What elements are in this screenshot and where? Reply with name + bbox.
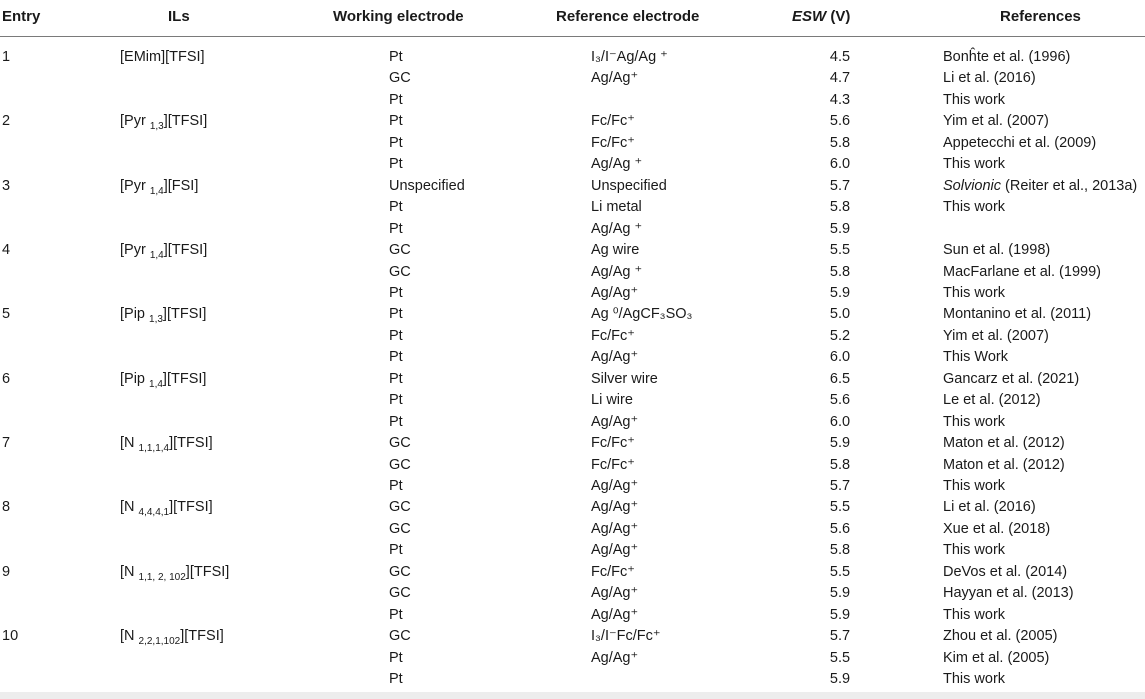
working-electrode-cell: Pt xyxy=(389,606,403,623)
esw-cell: 5.9 xyxy=(829,220,851,237)
reference-text: Bonĥte et al. (1996) xyxy=(943,49,1071,65)
esw-cell: 4.5 xyxy=(829,49,851,65)
il-suffix: ][TFSI] xyxy=(180,628,224,645)
esw-cell: 5.0 xyxy=(829,306,851,323)
reference-cell xyxy=(943,69,1036,88)
table-row xyxy=(0,519,1145,540)
il-cell xyxy=(120,627,224,646)
esw-cell: 5.8 xyxy=(829,134,851,151)
table-row xyxy=(0,476,1145,497)
entry-cell: 7 xyxy=(2,435,11,452)
reference-text: (Reiter et al., 2013a) xyxy=(1001,177,1138,194)
working-electrode-cell: Pt xyxy=(389,542,403,559)
esw-cell: 5.6 xyxy=(829,520,851,537)
il-cell xyxy=(120,177,198,196)
il-suffix: ][TFSI] xyxy=(169,435,213,452)
reference-cell xyxy=(943,391,1041,410)
table-bottom-rule xyxy=(0,692,1145,699)
table-row xyxy=(0,583,1145,604)
esw-cell: 5.5 xyxy=(829,242,851,259)
header-entry: Entry xyxy=(2,8,41,25)
reference-cell xyxy=(943,198,1005,217)
il-prefix: [Pyr xyxy=(120,113,150,130)
reference-electrode-cell: Fc/Fc⁺ xyxy=(591,113,635,130)
reference-electrode-cell: Fc/Fc⁺ xyxy=(591,563,635,580)
esw-cell: 6.0 xyxy=(829,349,851,366)
reference-text: This work xyxy=(943,413,1006,430)
table-row xyxy=(0,111,1145,132)
reference-text: This work xyxy=(943,478,1006,494)
reference-cell xyxy=(943,370,1079,389)
working-electrode-cell: GC xyxy=(389,585,411,602)
reference-cell xyxy=(943,649,1049,668)
esw-cell: 6.5 xyxy=(829,370,851,387)
reference-text: Zhou et al. (2005) xyxy=(943,628,1058,645)
table-row xyxy=(0,283,1145,304)
header-esw-unit: (V) xyxy=(826,8,851,25)
header-esw xyxy=(792,8,850,25)
reference-electrode-cell: Ag/Ag⁺ xyxy=(591,606,639,623)
reference-text: Kim et al. (2005) xyxy=(943,649,1050,666)
reference-electrode-cell: Li wire xyxy=(591,392,633,409)
entry-cell: 8 xyxy=(2,499,11,516)
table-row xyxy=(0,240,1145,261)
il-subscript: 1,4 xyxy=(149,249,164,261)
esw-cell: 5.5 xyxy=(829,499,851,516)
il-cell xyxy=(120,498,213,517)
esw-cell: 5.8 xyxy=(829,542,851,559)
reference-cell xyxy=(943,177,1137,196)
reference-text: This work xyxy=(943,91,1006,108)
il-subscript: 1,1, 2, 102 xyxy=(138,571,186,583)
reference-text: Li et al. (2016) xyxy=(943,499,1036,516)
il-prefix: [N xyxy=(120,435,139,452)
reference-cell xyxy=(943,134,1096,153)
reference-cell xyxy=(943,91,1005,110)
table-row xyxy=(0,540,1145,561)
table-row xyxy=(0,347,1145,368)
working-electrode-cell: Pt xyxy=(389,284,403,301)
table-row xyxy=(0,176,1145,197)
reference-cell xyxy=(943,305,1091,324)
esw-cell: 5.9 xyxy=(829,585,851,602)
reference-cell xyxy=(943,112,1049,131)
table-row xyxy=(0,455,1145,476)
esw-cell: 5.9 xyxy=(829,284,851,301)
esw-cell: 5.7 xyxy=(829,177,851,194)
esw-cell: 5.9 xyxy=(829,606,851,623)
reference-cell xyxy=(943,477,1005,496)
working-electrode-cell: GC xyxy=(389,70,411,87)
il-subscript: 2,2,1,102 xyxy=(138,636,181,648)
reference-electrode-cell: Ag/Ag⁺ xyxy=(591,542,639,559)
esw-cell: 6.0 xyxy=(829,156,851,173)
il-cell xyxy=(120,434,213,453)
reference-cell xyxy=(943,263,1101,282)
reference-text: This work xyxy=(943,284,1006,301)
reference-cell xyxy=(943,520,1050,539)
il-prefix: [Pip xyxy=(120,370,150,387)
il-prefix: [N xyxy=(120,499,139,516)
il-prefix: [Pyr xyxy=(120,177,150,194)
il-suffix: ][TFSI] xyxy=(169,499,213,516)
reference-electrode-cell: Fc/Fc⁺ xyxy=(591,327,635,344)
esw-cell: 5.8 xyxy=(829,456,851,473)
reference-text: Le et al. (2012) xyxy=(943,392,1041,409)
il-cell xyxy=(120,305,206,324)
reference-electrode-cell: Ag ⁰/AgCF₃SO₃ xyxy=(591,306,693,323)
reference-text: Gancarz et al. (2021) xyxy=(943,370,1080,387)
entry-cell: 9 xyxy=(2,563,11,580)
reference-cell xyxy=(943,541,1005,560)
entry-cell: 3 xyxy=(2,177,11,194)
reference-text: Maton et al. (2012) xyxy=(943,456,1065,473)
working-electrode-cell: GC xyxy=(389,456,411,473)
reference-electrode-cell: Li metal xyxy=(591,199,642,216)
esw-cell: 5.8 xyxy=(829,199,851,216)
reference-text: This work xyxy=(943,199,1006,216)
il-prefix: [Pip xyxy=(120,306,150,323)
reference-cell xyxy=(943,413,1005,432)
table-row xyxy=(0,390,1145,411)
table-row xyxy=(0,219,1145,240)
header-esw-italic: ESW xyxy=(792,8,827,25)
working-electrode-cell: Pt xyxy=(389,327,403,344)
reference-electrode-cell: Ag/Ag⁺ xyxy=(591,499,639,516)
reference-electrode-cell: Fc/Fc⁺ xyxy=(591,134,635,151)
reference-text: Maton et al. (2012) xyxy=(943,435,1065,452)
working-electrode-cell: Pt xyxy=(389,349,403,366)
header-ils: ILs xyxy=(168,8,190,25)
table-row xyxy=(0,304,1145,325)
il-suffix: ][TFSI] xyxy=(163,113,208,130)
reference-text: Xue et al. (2018) xyxy=(943,520,1051,537)
reference-electrode-cell: Ag wire xyxy=(591,242,640,259)
working-electrode-cell: Pt xyxy=(389,370,403,387)
reference-electrode-cell: Ag/Ag ⁺ xyxy=(591,156,643,173)
reference-cell xyxy=(943,48,1070,67)
table-row xyxy=(0,133,1145,154)
reference-electrode-cell: Ag/Ag⁺ xyxy=(591,413,639,430)
reference-cell xyxy=(943,584,1074,603)
working-electrode-cell: Pt xyxy=(389,671,403,688)
working-electrode-cell: GC xyxy=(389,628,411,645)
esw-cell: 6.0 xyxy=(829,413,851,430)
reference-cell xyxy=(943,284,1005,303)
working-electrode-cell: Pt xyxy=(389,220,403,237)
esw-cell: 4.7 xyxy=(829,70,851,87)
header-references: References xyxy=(1000,8,1081,25)
il-cell xyxy=(120,563,229,582)
reference-text: Sun et al. (1998) xyxy=(943,242,1051,259)
entry-cell: 2 xyxy=(2,113,11,130)
working-electrode-cell: Pt xyxy=(389,649,403,666)
reference-electrode-cell: Ag/Ag⁺ xyxy=(591,585,639,602)
il-suffix: ][TFSI] xyxy=(162,370,207,387)
reference-text: This work xyxy=(943,156,1006,173)
il-suffix: ][TFSI] xyxy=(163,242,208,259)
working-electrode-cell: Pt xyxy=(389,199,403,216)
reference-cell xyxy=(943,434,1065,453)
table-row xyxy=(0,412,1145,433)
il-prefix: [Pyr xyxy=(120,242,150,259)
reference-cell xyxy=(943,348,1008,367)
reference-electrode-cell: Unspecified xyxy=(591,177,667,194)
reference-cell xyxy=(943,327,1049,346)
reference-cell xyxy=(943,627,1057,646)
esw-cell: 5.5 xyxy=(829,563,851,580)
working-electrode-cell: Pt xyxy=(389,49,403,65)
entry-cell: 6 xyxy=(2,370,11,387)
entry-cell: 10 xyxy=(2,628,19,645)
working-electrode-cell: Pt xyxy=(389,91,403,108)
working-electrode-cell: Pt xyxy=(389,113,403,130)
working-electrode-cell: Pt xyxy=(389,413,403,430)
working-electrode-cell: GC xyxy=(389,435,411,452)
esw-cell: 5.6 xyxy=(829,113,851,130)
working-electrode-cell: Pt xyxy=(389,134,403,151)
esw-cell: 5.6 xyxy=(829,392,851,409)
reference-cell xyxy=(943,456,1065,475)
reference-text: MacFarlane et al. (1999) xyxy=(943,263,1101,280)
il-subscript: 1,3 xyxy=(149,121,164,133)
table-row xyxy=(0,68,1145,89)
table-header xyxy=(0,0,1145,37)
header-working-electrode: Working electrode xyxy=(333,8,464,25)
il-cell xyxy=(120,48,205,67)
table-row xyxy=(0,326,1145,347)
esw-cell: 4.3 xyxy=(829,91,851,108)
working-electrode-cell: GC xyxy=(389,242,411,259)
working-electrode-cell: GC xyxy=(389,563,411,580)
esw-cell: 5.8 xyxy=(829,263,851,280)
il-prefix: [EMim][TFSI] xyxy=(120,49,205,65)
reference-electrode-cell: I₃/I⁻Ag/Ag ⁺ xyxy=(591,49,668,65)
table-row xyxy=(0,47,1145,68)
il-prefix: [N xyxy=(120,628,139,645)
working-electrode-cell: Unspecified xyxy=(389,177,465,194)
table-row xyxy=(0,562,1145,583)
reference-electrode-cell: Ag/Ag⁺ xyxy=(591,284,639,301)
reference-text: Hayyan et al. (2013) xyxy=(943,585,1074,602)
working-electrode-cell: GC xyxy=(389,263,411,280)
reference-electrode-cell: Ag/Ag⁺ xyxy=(591,649,639,666)
il-subscript: 1,4 xyxy=(149,185,164,197)
table-row xyxy=(0,154,1145,175)
esw-cell: 5.9 xyxy=(829,671,851,688)
il-suffix: ][TFSI] xyxy=(185,563,230,580)
il-subscript: 1,3 xyxy=(149,314,163,326)
reference-electrode-cell: Ag/Ag⁺ xyxy=(591,349,639,366)
reference-cell xyxy=(943,241,1050,260)
table-row xyxy=(0,369,1145,390)
reference-cell xyxy=(943,670,1005,689)
il-cell xyxy=(120,112,207,131)
reference-text: This Work xyxy=(943,349,1008,366)
reference-italic: Solvionic xyxy=(943,177,1002,194)
entry-cell: 1 xyxy=(2,49,11,65)
table-row xyxy=(0,605,1145,626)
working-electrode-cell: Pt xyxy=(389,306,403,323)
reference-text: Li et al. (2016) xyxy=(943,70,1036,87)
table-row xyxy=(0,669,1145,690)
reference-cell xyxy=(943,606,1005,625)
reference-electrode-cell: Ag/Ag⁺ xyxy=(591,70,639,87)
il-suffix: ][TFSI] xyxy=(162,306,207,323)
il-subscript: 1,1,1,4 xyxy=(138,442,170,454)
il-cell xyxy=(120,370,206,389)
table-row xyxy=(0,197,1145,218)
table-row xyxy=(0,626,1145,647)
reference-cell xyxy=(943,563,1067,582)
il-subscript: 1,4 xyxy=(149,378,163,390)
reference-cell xyxy=(943,498,1036,517)
reference-electrode-cell: Fc/Fc⁺ xyxy=(591,456,635,473)
il-cell xyxy=(120,241,207,260)
table-row xyxy=(0,433,1145,454)
header-reference-electrode: Reference electrode xyxy=(556,8,700,25)
esw-cell: 5.5 xyxy=(829,649,851,666)
esw-cell: 5.7 xyxy=(829,478,851,494)
working-electrode-cell: Pt xyxy=(389,478,403,494)
table-row xyxy=(0,262,1145,283)
reference-electrode-cell: Ag/Ag⁺ xyxy=(591,478,639,494)
reference-cell xyxy=(943,155,1005,174)
entry-cell: 5 xyxy=(2,306,11,323)
il-suffix: ][FSI] xyxy=(163,177,199,194)
table-row xyxy=(0,497,1145,518)
esw-cell: 5.7 xyxy=(829,628,851,645)
reference-electrode-cell: Ag/Ag ⁺ xyxy=(591,263,643,280)
reference-text: Appetecchi et al. (2009) xyxy=(943,134,1097,151)
reference-text: DeVos et al. (2014) xyxy=(943,563,1068,580)
reference-electrode-cell: I₃/I⁻Fc/Fc⁺ xyxy=(591,628,661,645)
reference-electrode-cell: Ag/Ag ⁺ xyxy=(591,220,643,237)
il-prefix: [N xyxy=(120,563,139,580)
entry-cell: 4 xyxy=(2,242,11,259)
table-row xyxy=(0,90,1145,111)
esw-cell: 5.2 xyxy=(829,327,851,344)
reference-text: Yim et al. (2007) xyxy=(943,327,1049,344)
esw-cell: 5.9 xyxy=(829,435,851,452)
working-electrode-cell: Pt xyxy=(389,392,403,409)
reference-text: Yim et al. (2007) xyxy=(943,113,1049,130)
table-row xyxy=(0,648,1145,669)
reference-text: This work xyxy=(943,542,1006,559)
il-subscript: 4,4,4,1 xyxy=(138,507,170,519)
reference-electrode-cell: Ag/Ag⁺ xyxy=(591,520,639,537)
working-electrode-cell: GC xyxy=(389,520,411,537)
reference-text: This work xyxy=(943,606,1006,623)
working-electrode-cell: Pt xyxy=(389,156,403,173)
reference-text: This work xyxy=(943,671,1006,688)
reference-text: Montanino et al. (2011) xyxy=(943,306,1092,323)
reference-electrode-cell: Silver wire xyxy=(591,370,658,387)
reference-electrode-cell: Fc/Fc⁺ xyxy=(591,435,635,452)
working-electrode-cell: GC xyxy=(389,499,411,516)
